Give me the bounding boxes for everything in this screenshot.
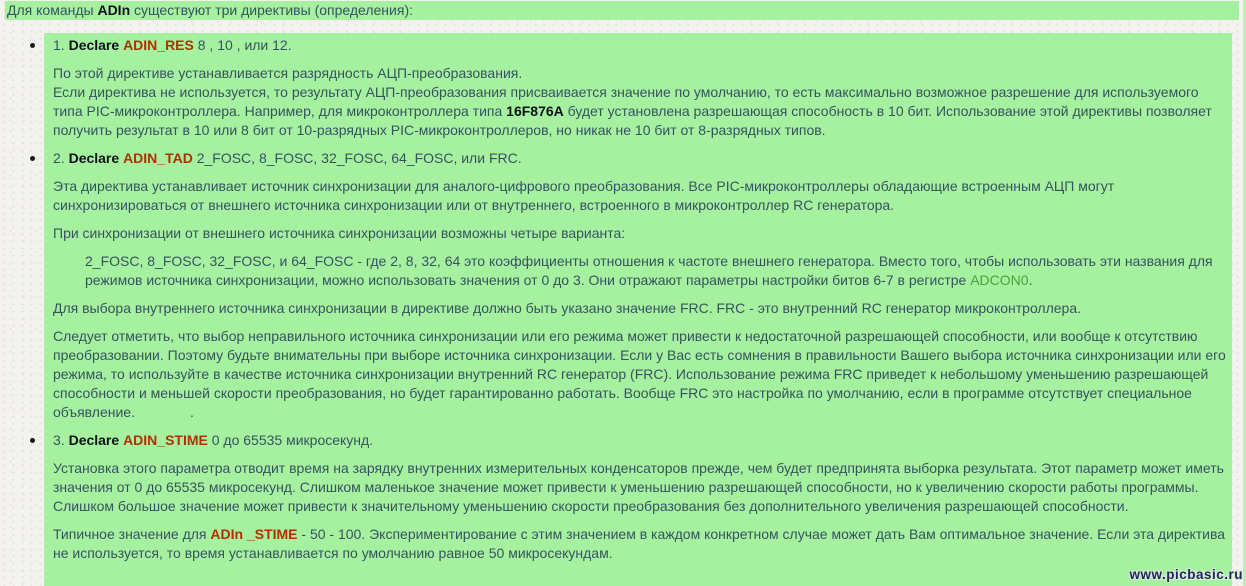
emphasized-text: 16F876A (506, 103, 564, 119)
intro-line-text (7, 2, 413, 18)
paragraph (53, 525, 1226, 563)
directive-keyword: ADIN_RES (123, 37, 194, 53)
bullet-icon (30, 43, 35, 48)
paragraph (53, 64, 1226, 140)
text-run: Если директива не используется, то результату АЦП-преобразования присваивается значение по умолчанию, то есть максимально возможное разрешение для используемого типа PIC-микроконтроллера. Например, для микроконтроллера типа (53, 84, 1199, 119)
text-run: 2_FOSC, 8_FOSC, 32_FOSC, и 64_FOSC - где 2, 8, 32, 64 это коэффициенты отношения к частоте внешнего генератора. Вместо того, чтобы использовать эти названия для режимов источника синхронизации, можно использовать значения от 0 до 3. Они отражают параметры настройки битов 6-7 в регистре (85, 253, 1213, 288)
bullet-icon (30, 438, 35, 443)
register-link[interactable]: ADCON0 (970, 272, 1029, 288)
text-run: 1. (53, 37, 69, 53)
paragraph (53, 327, 1226, 422)
text-run: 0 до 65535 микросекунд. (207, 432, 374, 448)
emphasized-text: Declare (68, 37, 120, 53)
text-run: 2. (53, 150, 69, 166)
emphasized-text: Declare (68, 150, 120, 166)
directive-keyword: ADIN_STIME (123, 432, 208, 448)
text-run: При синхронизации от внешнего источника синхронизации возможны четыре варианта: (53, 225, 626, 241)
directive-item (53, 36, 1226, 140)
emphasized-text: Declare (68, 432, 120, 448)
text-run: Следует отметить, что выбор неправильного источника синхронизации или его режима может привести к недостаточной разрешающей способности, или вообще к отсутствию преобразовании. Поэтому будьте внимательны при выборе источника синхронизации. Если у Вас есть сомнения в правильности Вашего выбора источника синхронизации или его режима, то используйте в качестве источника синхронизации внутренний RC генератор (FRC). Использование режима FRC приведет к небольшому уменьшению разрешающей способности и меньшей скорости преобразования, но будет гарантированно работать. Вообще FRC это настройка по умолчанию, если в программе отсутствует специальное объявление. (53, 328, 1226, 420)
text-run: 8 , 10 , или 12. (193, 37, 292, 53)
site-watermark: www.picbasic.ru (1129, 567, 1243, 582)
directive-title (53, 149, 1226, 168)
text-run: существуют три директивы (определения): (130, 2, 413, 18)
paragraph (53, 224, 1226, 243)
text-run: Для команды (7, 2, 98, 18)
directive-item (53, 431, 1226, 563)
text-run: По этой директиве устанавливается разрядность АЦП-преобразования. (53, 65, 523, 81)
text-run: 3. (53, 432, 69, 448)
paragraph (53, 299, 1226, 318)
text-run: . (1028, 272, 1033, 288)
text-run: - 50 - 100. Экспериментирование с этим значением в каждом конкретном случае может дать Вам оптимальное значение. Если эта директива не используется, то время устанавливается по умолчанию равное 50 микросекундам. (53, 526, 1226, 561)
directive-item (53, 149, 1226, 422)
text-run: . (189, 404, 194, 420)
directive-title (53, 36, 1226, 55)
indented-paragraph (85, 252, 1226, 290)
directive-title (53, 431, 1226, 450)
text-run: Для выбора внутреннего источника синхронизации в директиве должно быть указано значение FRC. FRC - это внутренний RC генератор микроконтроллера. (53, 300, 1082, 316)
text-run: будет установлена разрешающая способность в 10 бит. Использование этой директивы позволяет получить результат в 10 или 8 бит от 10-разрядных PIC-микроконтроллеров, но никак не 10 бит от 8-разрядных типов. (53, 103, 1212, 138)
directives-list (44, 33, 1232, 586)
emphasized-text: ADIn (97, 2, 131, 18)
text-run: Типичное значение для (53, 526, 211, 542)
text-run: 2_FOSC, 8_FOSC, 32_FOSC, 64_FOSC, или FRC. (192, 150, 522, 166)
bullet-icon (30, 156, 35, 161)
directive-keyword: ADIN_TAD (123, 150, 193, 166)
text-run: Эта директива устанавливает источник синхронизации для аналого-цифрового преобразования. Все PIC-микроконтроллеры обладающие встроенным АЦП могут синхронизироваться от внешнего источника синхронизации или от внутреннего, встроенного в микроконтроллер RC генератора. (53, 178, 1115, 213)
text-run: Установка этого параметра отводит время на зарядку внутренних измерительных конденсаторов прежде, чем будет предпринята выборка результата. Этот параметр может иметь значения от 0 до 65535 микросекунд. Слишком маленькое значение может привести к уменьшению разрешающей способности, но к увеличению скорости работы программы. Слишком большое значение может привести к значительному уменьшению скорости преобразования без дополнительного увеличения разрешающей способности. (53, 460, 1224, 514)
paragraph (53, 459, 1226, 516)
intro-line (5, 1, 1239, 20)
paragraph (53, 177, 1226, 215)
directive-keyword: ADIn _STIME (210, 526, 298, 542)
